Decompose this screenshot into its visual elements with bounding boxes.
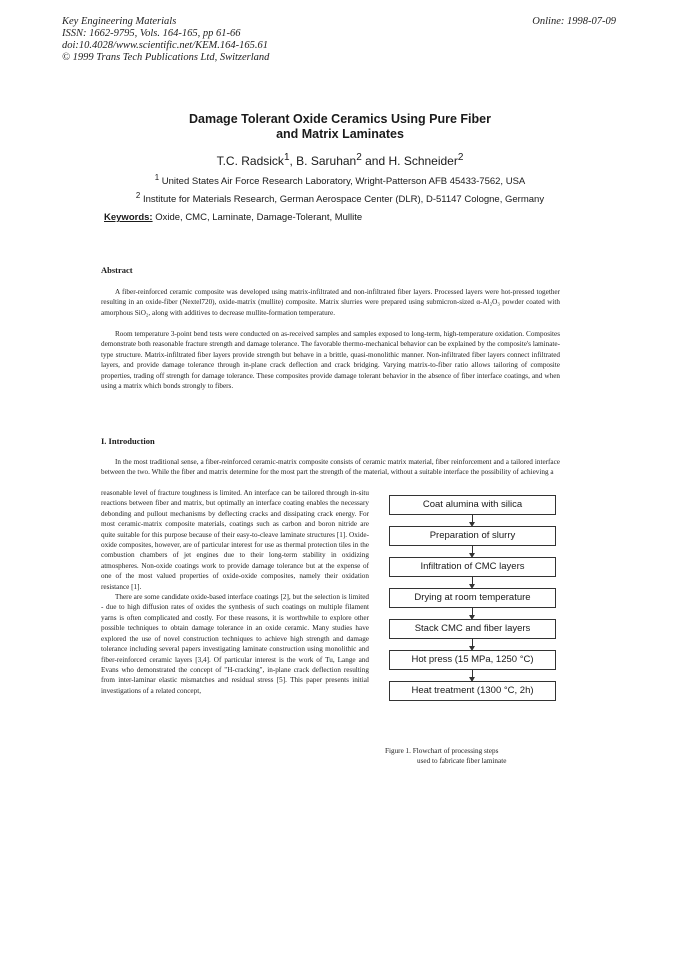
affiliation-text: Institute for Materials Research, German Aerospace Center (DLR), D-51147 Cologne, Germany — [142, 194, 545, 206]
online-date: Online: 1998-07-09 — [532, 16, 616, 27]
flowchart-step-stack: Stack CMC and fiber layers — [389, 619, 556, 639]
abstract-heading: Abstract — [101, 265, 133, 275]
author-2: B. Saruhan — [296, 154, 357, 168]
affiliation-text: United States Air Force Research Laboratory, Wright-Patterson AFB 45433-7562, USA — [161, 176, 526, 188]
author-separator: , — [289, 154, 297, 168]
paper-title — [100, 112, 580, 142]
issn-line: ISSN: 1662-9795, Vols. 164-165, pp 61-66 — [62, 28, 241, 39]
title-line-1: Damage Tolerant Oxide Ceramics Using Pure Fiber — [189, 112, 491, 126]
keywords-text: Oxide, CMC, Laminate, Damage-Tolerant, Mullite — [155, 212, 363, 223]
caption-line-1: Figure 1. Flowchart of processing steps — [385, 747, 499, 755]
author-1-affiliation-mark: 1 — [283, 152, 290, 163]
doi-line: doi:10.4028/www.scientific.net/KEM.164-165.61 — [62, 40, 268, 51]
author-3: H. Schneider — [388, 154, 458, 168]
journal-name: Key Engineering Materials — [62, 16, 177, 27]
flowchart-step-infiltration: Infiltration of CMC layers — [389, 557, 556, 577]
figure-caption — [385, 746, 555, 766]
author-list — [100, 152, 580, 168]
affiliation-1 — [90, 173, 590, 187]
abstract-paragraph-2: Room temperature 3-point bend tests were conducted on as-received samples and samples exposed to long-term, high-temperature oxidation. Composites demonstrate both reasonable fracture strength and damage tolerance. The favorable thermo-mechanical behavior can be explained by the composite's laminate-type structure. Matrix-infiltrated fiber layers provide strength but behave in a brittle, quasi-monolithic manner. Non-infiltrated fiber layers connect infiltrated layers, and provide damage tolerance through in-plane crack deflection and crack bridging. Varying matrix-to-fiber ratio allows tailoring of composite properties, trading off strength for damage tolerance. These composites provide damage tolerant behavior in the absence of fiber interface coatings, and when using a matrix which bonds strongly to fibers. — [101, 330, 560, 391]
flowchart-step-coat-alumina: Coat alumina with silica — [389, 495, 556, 515]
keywords — [104, 212, 362, 223]
caption-line-2: used to fabricate fiber laminate — [417, 757, 507, 765]
introduction-heading: I. Introduction — [101, 436, 155, 446]
flowchart-step-heat-treatment: Heat treatment (1300 °C, 2h) — [389, 681, 556, 701]
journal-header — [62, 16, 269, 64]
affiliation-number: 2 — [135, 191, 141, 200]
author-1: T.C. Radsick — [216, 154, 284, 168]
abstract-paragraph-1: A fiber-reinforced ceramic composite was developed using matrix-infiltrated and non-infiltrated fiber layers. Processed layers were hot-pressed together resulting in an oxide-fiber (Nextel720), oxide-matrix (mullite) composite. Matrix slurries were prepared using submicron-sized α-Al₂O₃ powder coated with amorphous SiO₂, along with additives to decrease mullite-formation temperature. — [101, 288, 560, 317]
affiliation-2 — [90, 191, 590, 205]
introduction-paragraph-1-continued: reasonable level of fracture toughness is limited. An interface can be tailored through in-situ reactions between fiber and matrix, but optimally an interface coating enables the necessary debonding and pullout mechanisms by deflecting cracks and dissipating crack energy. For most ceramic-matrix composite materials, coatings such as carbon and boron nitride are quite suitable for this purpose because of their easy-to-cleave laminate structures [1]. Oxide-oxide composites, however, are of particular interest for use as thermal protection tiles in the combustion chambers of jet engines due to their long-term stability in oxidizing atmospheres. Non-oxide coatings work to provide damage tolerance but at the expense of one of the most valued properties of oxide-oxide composites, namely their oxidation resistance [1]. — [101, 489, 369, 591]
introduction-column — [101, 488, 369, 696]
title-line-2: and Matrix Laminates — [276, 127, 404, 141]
flowchart-step-hot-press: Hot press (15 MPa, 1250 °C) — [389, 650, 556, 670]
introduction-paragraph-1: In the most traditional sense, a fiber-reinforced ceramic-matrix composite consists of ceramic matrix material, fiber reinforcement and a tailored interface between the two. While the fiber and matrix determine for the most part the strength of the material, without a suitable interface the possibility of achieving a — [101, 458, 560, 477]
affiliation-number: 1 — [154, 173, 160, 182]
author-3-affiliation-mark: 2 — [457, 152, 464, 163]
copyright-line: © 1999 Trans Tech Publications Ltd, Switzerland — [62, 52, 270, 63]
introduction-paragraph-2: There are some candidate oxide-based interface coatings [2], but the selection is limited - due to high diffusion rates of oxides the synthesis of such coatings on multiple filament yarns is often complicated and costly. For these reasons, it is worthwhile to explore other possible techniques to obtain damage tolerance in an oxide ceramic. Many studies have explored the use of novel construction techniques to achieve high strength and damage tolerance including several papers investigating laminate construction using monolithic and fiber-reinforced ceramic layers [3,4]. Of particular interest is the work of Tu, Lange and Evans who demonstrated the concept of "H-cracking", in-plane crack deflection resulting from inter-laminar elastic mismatches and residual stress [5]. This paper presents initial investigations of a related concept, — [101, 593, 369, 695]
flowchart-step-slurry: Preparation of slurry — [389, 526, 556, 546]
keywords-label: Keywords: — [104, 212, 153, 223]
author-2-affiliation-mark: 2 — [356, 152, 362, 163]
flowchart-step-drying: Drying at room temperature — [389, 588, 556, 608]
author-separator: and — [361, 154, 389, 168]
